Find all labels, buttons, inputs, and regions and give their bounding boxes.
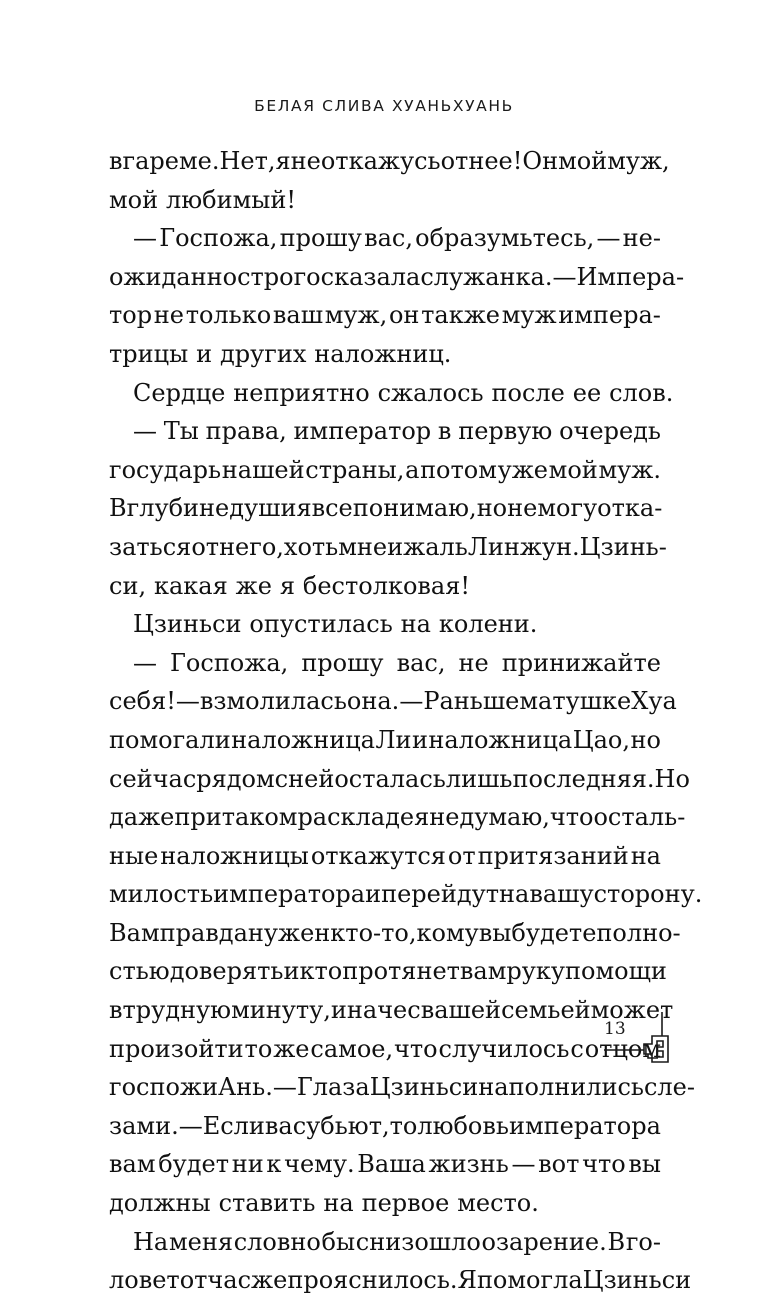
text-line bbox=[109, 682, 677, 721]
word: бы bbox=[321, 1227, 356, 1256]
word: ней bbox=[288, 764, 335, 793]
word: любимый! bbox=[166, 185, 297, 214]
word: — bbox=[133, 224, 157, 253]
word: взмолилась bbox=[199, 687, 347, 716]
word: него, bbox=[219, 532, 284, 561]
word: я bbox=[275, 147, 291, 175]
word: а bbox=[405, 455, 420, 484]
word: трудную bbox=[122, 996, 232, 1025]
word: может bbox=[590, 996, 674, 1025]
word: ные bbox=[109, 841, 159, 870]
word: вот bbox=[538, 1150, 580, 1179]
word: первое bbox=[361, 1189, 450, 1218]
word: — bbox=[133, 417, 157, 446]
word: и bbox=[365, 880, 382, 909]
word: будет bbox=[158, 1150, 230, 1179]
word: заться bbox=[109, 532, 192, 561]
corner-ornament-icon bbox=[600, 1012, 672, 1068]
text-line bbox=[109, 1030, 661, 1069]
word: На bbox=[133, 1227, 169, 1256]
word: прошу bbox=[279, 224, 362, 253]
text-line bbox=[109, 142, 670, 181]
word: я bbox=[414, 803, 430, 832]
word: руку bbox=[506, 957, 566, 986]
word: должны bbox=[109, 1189, 211, 1218]
word: с bbox=[407, 996, 421, 1025]
word: Нет, bbox=[219, 147, 276, 175]
word: матушке bbox=[519, 687, 632, 716]
text-line bbox=[109, 1261, 692, 1300]
word: что bbox=[549, 803, 594, 832]
word: Глаза bbox=[296, 1073, 370, 1102]
word: на bbox=[499, 880, 530, 909]
word: страны, bbox=[305, 455, 405, 484]
word: Хуа bbox=[631, 687, 677, 716]
word: образумьтесь, bbox=[415, 224, 595, 253]
text-line bbox=[109, 335, 661, 374]
word: кто-то, bbox=[330, 918, 417, 947]
word: Раньше bbox=[423, 687, 520, 716]
word: вашей bbox=[420, 996, 502, 1025]
word: все bbox=[311, 494, 353, 523]
word: сторону. bbox=[593, 880, 703, 909]
text-line bbox=[109, 798, 686, 837]
word: чему. bbox=[284, 1150, 355, 1179]
word: не bbox=[429, 803, 460, 832]
word: протянет bbox=[342, 957, 460, 986]
word: сейчас bbox=[109, 764, 197, 793]
word: Ли bbox=[375, 725, 412, 754]
word: Ань. bbox=[217, 1073, 273, 1102]
text-line bbox=[109, 181, 661, 220]
text-line bbox=[109, 837, 661, 876]
word: первую bbox=[458, 417, 553, 446]
text-line bbox=[109, 567, 661, 606]
word: себя! bbox=[109, 687, 176, 716]
word: мой bbox=[548, 455, 598, 484]
word: нее! bbox=[468, 147, 523, 175]
word: колени. bbox=[438, 610, 538, 639]
word: муж. bbox=[598, 455, 661, 484]
page-number: 13 bbox=[604, 1019, 626, 1039]
word: осталь- bbox=[593, 803, 686, 832]
word: любовь bbox=[417, 1111, 509, 1140]
word: — bbox=[552, 262, 577, 291]
word: муж, bbox=[607, 147, 670, 175]
word: какая bbox=[153, 571, 228, 600]
word: ее bbox=[572, 378, 602, 407]
word: то bbox=[244, 1034, 273, 1063]
word: не bbox=[153, 301, 184, 330]
word: Я bbox=[457, 1266, 477, 1295]
text-line bbox=[109, 1184, 661, 1223]
word: после bbox=[491, 378, 565, 407]
text-line bbox=[109, 605, 661, 644]
word: Он bbox=[522, 147, 559, 175]
word: слов. bbox=[609, 378, 674, 407]
word: жаль bbox=[403, 532, 468, 561]
word: служанка. bbox=[420, 262, 553, 291]
word: и bbox=[411, 725, 428, 754]
word: самое, bbox=[310, 1034, 394, 1063]
word: но bbox=[630, 725, 661, 754]
word: сжалось bbox=[377, 378, 484, 407]
word: Ты bbox=[163, 417, 199, 446]
word: даже bbox=[109, 803, 175, 832]
word: не bbox=[507, 494, 538, 523]
word: откажутся bbox=[310, 841, 446, 870]
word: же bbox=[235, 571, 272, 600]
word: император bbox=[293, 417, 432, 446]
word: же bbox=[273, 1034, 310, 1063]
word: тор bbox=[109, 301, 153, 330]
word: очередь bbox=[559, 417, 661, 446]
word: помогла bbox=[476, 1266, 583, 1295]
word: госпожи bbox=[109, 1073, 218, 1102]
word: что bbox=[582, 1150, 626, 1179]
text-line bbox=[109, 914, 681, 953]
word: убьют, bbox=[306, 1111, 390, 1140]
text-line bbox=[109, 451, 661, 490]
word: импера- bbox=[558, 301, 661, 330]
word: с bbox=[570, 1034, 584, 1063]
word: не- bbox=[622, 224, 661, 253]
word: в bbox=[437, 417, 452, 446]
word: ни bbox=[231, 1150, 264, 1179]
word: неприятно bbox=[233, 378, 370, 407]
word: я bbox=[279, 571, 295, 600]
word: место. bbox=[457, 1189, 539, 1218]
word: строго bbox=[237, 262, 321, 291]
word: в bbox=[109, 147, 123, 175]
word: императора bbox=[213, 880, 366, 909]
word: лове bbox=[109, 1266, 167, 1295]
word: на bbox=[400, 610, 431, 639]
text-line bbox=[109, 374, 674, 413]
word: могу bbox=[537, 494, 598, 523]
word: от bbox=[447, 841, 476, 870]
word: наложница bbox=[231, 725, 375, 754]
word: понимаю, bbox=[352, 494, 477, 523]
word: В bbox=[607, 1227, 626, 1256]
word: словно bbox=[233, 1227, 321, 1256]
word: только bbox=[185, 301, 272, 330]
word: осталась bbox=[334, 764, 446, 793]
word: кому bbox=[416, 918, 479, 947]
word: муж bbox=[501, 301, 557, 330]
word: наложницы bbox=[160, 841, 309, 870]
word: Линжун. bbox=[467, 532, 580, 561]
word: тотчас bbox=[166, 1266, 252, 1295]
running-header-title: БЕЛАЯ СЛИВА ХУАНЬХУАНЬ bbox=[254, 97, 514, 115]
word: наполнились bbox=[478, 1073, 644, 1102]
word: Но bbox=[654, 764, 690, 793]
word: откажусь bbox=[320, 147, 441, 175]
text-line bbox=[109, 219, 661, 258]
word: в bbox=[109, 996, 123, 1025]
text-line bbox=[109, 1145, 661, 1184]
word: других bbox=[219, 339, 307, 368]
word: озарение. bbox=[481, 1227, 607, 1256]
text-line bbox=[109, 991, 674, 1030]
word: не bbox=[458, 648, 489, 677]
word: к bbox=[266, 1150, 282, 1179]
word: раскладе bbox=[297, 803, 415, 832]
word: и bbox=[283, 957, 300, 986]
text-line bbox=[109, 412, 661, 451]
word: притязаний bbox=[477, 841, 629, 870]
word: он bbox=[388, 301, 420, 330]
word: сле- bbox=[643, 1073, 695, 1102]
word: случилось bbox=[438, 1034, 570, 1063]
text-line bbox=[109, 528, 667, 567]
text-line bbox=[109, 1107, 661, 1146]
word: думаю, bbox=[459, 803, 550, 832]
text-line bbox=[109, 1068, 695, 1107]
word: правда bbox=[159, 918, 248, 947]
word: вас bbox=[264, 1111, 307, 1140]
word: глубине bbox=[126, 494, 230, 523]
word: же bbox=[251, 1266, 288, 1295]
word: наложница bbox=[428, 725, 573, 754]
word: принижайте bbox=[501, 648, 661, 677]
word: опустилась bbox=[249, 610, 393, 639]
word: вы bbox=[478, 918, 512, 947]
word: бестолковая! bbox=[302, 571, 471, 600]
text-line bbox=[109, 644, 661, 683]
word: — bbox=[175, 687, 200, 716]
word: зами. bbox=[109, 1111, 179, 1140]
word: прояснилось. bbox=[287, 1266, 458, 1295]
word: уже bbox=[497, 455, 548, 484]
word: от bbox=[191, 532, 220, 561]
word: Ваша bbox=[357, 1150, 426, 1179]
body-text bbox=[109, 142, 703, 1300]
word: вас, bbox=[396, 648, 446, 677]
word: мой bbox=[558, 147, 608, 175]
word: нашей bbox=[221, 455, 305, 484]
word: будете bbox=[511, 918, 597, 947]
word: то bbox=[389, 1111, 418, 1140]
word: — bbox=[399, 687, 424, 716]
word: Вам bbox=[109, 918, 160, 947]
word: трицы bbox=[109, 339, 189, 368]
word: но bbox=[476, 494, 508, 523]
word: — bbox=[272, 1073, 297, 1102]
word: на bbox=[323, 1189, 354, 1218]
text-line bbox=[109, 721, 661, 760]
word: Госпожа, bbox=[159, 224, 278, 253]
text-line bbox=[109, 875, 703, 914]
word: не bbox=[290, 147, 321, 175]
word: государь bbox=[109, 455, 222, 484]
word: души bbox=[229, 494, 297, 523]
word: от bbox=[440, 147, 469, 175]
word: полно- bbox=[596, 918, 681, 947]
word: помогали bbox=[109, 725, 231, 754]
text-line bbox=[109, 952, 667, 991]
word: таком bbox=[221, 803, 298, 832]
word: рядом bbox=[196, 764, 275, 793]
word: минуту, bbox=[231, 996, 331, 1025]
word: милость bbox=[109, 880, 214, 909]
word: хоть bbox=[283, 532, 339, 561]
word: — bbox=[178, 1111, 203, 1140]
word: кто bbox=[299, 957, 343, 986]
word: отцом bbox=[584, 1034, 661, 1063]
word: жизнь bbox=[428, 1150, 509, 1179]
word: также bbox=[421, 301, 500, 330]
word: с bbox=[274, 764, 289, 793]
word: доверять bbox=[169, 957, 284, 986]
word: права, bbox=[205, 417, 287, 446]
word: ставить bbox=[218, 1189, 316, 1218]
word: прошу bbox=[301, 648, 384, 677]
word: императора bbox=[508, 1111, 661, 1140]
word: нужен bbox=[247, 918, 331, 947]
word: ожиданно bbox=[109, 262, 238, 291]
word: мой bbox=[109, 185, 159, 214]
word: потом bbox=[420, 455, 497, 484]
word: Цзиньси bbox=[133, 610, 242, 639]
word: го- bbox=[625, 1227, 661, 1256]
word: вас, bbox=[364, 224, 413, 253]
word: наложниц. bbox=[314, 339, 452, 368]
word: Цзиньси bbox=[582, 1266, 692, 1295]
word: вам bbox=[109, 1150, 156, 1179]
word: лишь bbox=[445, 764, 513, 793]
word: вы bbox=[628, 1150, 661, 1179]
word: помощи bbox=[565, 957, 667, 986]
word: и bbox=[196, 339, 213, 368]
text-line bbox=[109, 760, 690, 799]
word: при bbox=[174, 803, 222, 832]
word: — bbox=[596, 224, 621, 253]
word: перейдут bbox=[381, 880, 500, 909]
text-line bbox=[109, 296, 661, 335]
text-line bbox=[109, 489, 661, 528]
word: Цао, bbox=[572, 725, 631, 754]
word: последняя. bbox=[512, 764, 655, 793]
word: произойти bbox=[109, 1034, 244, 1063]
word: си, bbox=[109, 571, 147, 600]
word: вашу bbox=[529, 880, 594, 909]
word: ваш bbox=[272, 301, 324, 330]
word: меня bbox=[168, 1227, 233, 1256]
word: вам bbox=[459, 957, 507, 986]
word: Госпожа, bbox=[170, 648, 289, 677]
text-line bbox=[109, 258, 685, 297]
word: снизошло bbox=[355, 1227, 481, 1256]
word: на bbox=[630, 841, 661, 870]
word: я bbox=[296, 494, 312, 523]
word: и bbox=[387, 532, 404, 561]
word: Сердце bbox=[133, 378, 226, 407]
word: Импера- bbox=[576, 262, 685, 291]
word: В bbox=[109, 494, 127, 523]
word: Если bbox=[202, 1111, 265, 1140]
word: семьей bbox=[501, 996, 591, 1025]
word: отка- bbox=[597, 494, 663, 523]
word: стью bbox=[109, 957, 170, 986]
word: — bbox=[133, 648, 157, 677]
word: она. bbox=[346, 687, 400, 716]
word: Цзинь- bbox=[579, 532, 667, 561]
word: иначе bbox=[330, 996, 408, 1025]
word: гареме. bbox=[122, 147, 220, 175]
word: Цзиньси bbox=[369, 1073, 479, 1102]
text-line bbox=[109, 1223, 661, 1262]
word: муж, bbox=[324, 301, 388, 330]
word: сказала bbox=[320, 262, 421, 291]
word: что bbox=[394, 1034, 438, 1063]
word: — bbox=[511, 1150, 536, 1179]
word: мне bbox=[338, 532, 388, 561]
